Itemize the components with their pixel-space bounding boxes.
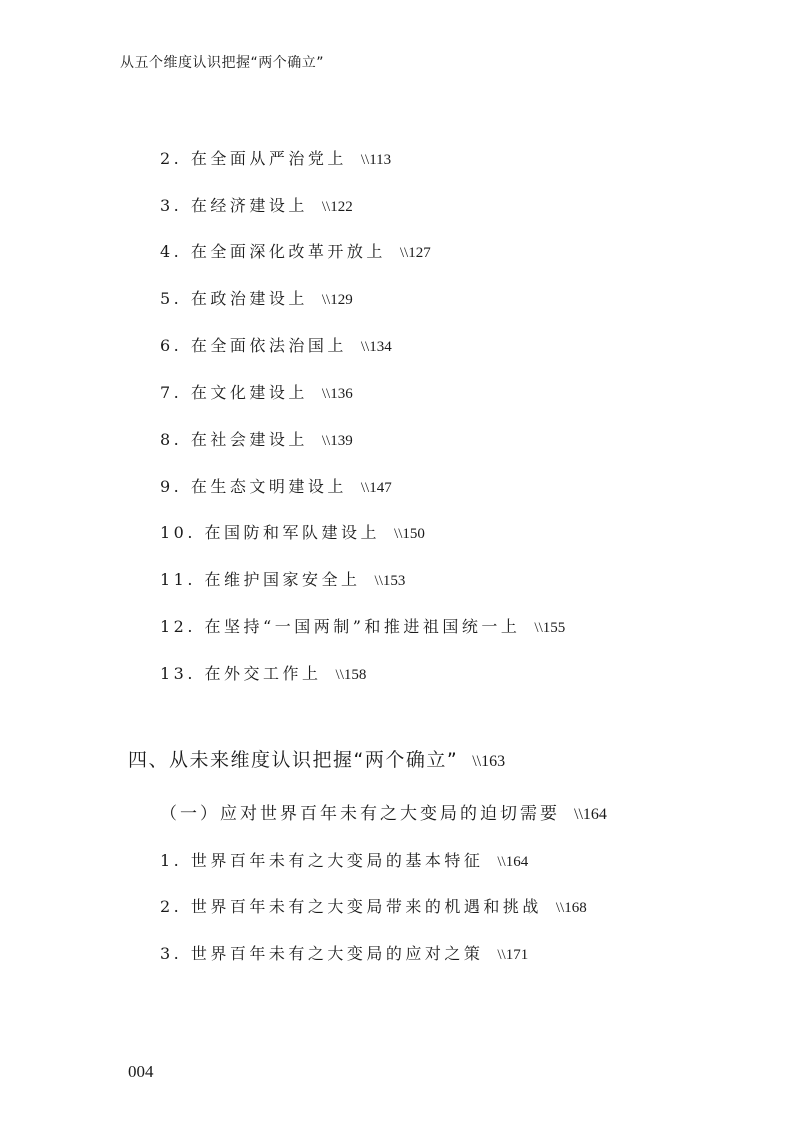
toc-entry-page: \\147 <box>360 480 392 496</box>
toc-entry-title: 2. 世界百年未有之大变局带来的机遇和挑战 <box>160 897 542 916</box>
toc-entry <box>160 894 587 917</box>
toc-entry-title: （一）应对世界百年未有之大变局的迫切需要 <box>160 804 560 824</box>
toc-entry-page: \\136 <box>321 386 353 402</box>
toc-entry <box>160 941 528 964</box>
toc-entry-title: 13. 在外交工作上 <box>160 664 322 683</box>
toc-entry-title: 3. 在经济建设上 <box>160 196 308 215</box>
toc-entry <box>160 333 392 356</box>
toc-entry <box>160 848 528 871</box>
toc-entry-page: \\127 <box>399 245 431 261</box>
toc-entry <box>160 661 366 684</box>
toc-entry <box>160 520 425 543</box>
toc-entry-page: \\158 <box>335 667 367 683</box>
toc-entry <box>160 427 353 450</box>
toc-entry-title: 5. 在政治建设上 <box>160 289 308 308</box>
toc-entry <box>160 380 353 403</box>
toc-entry <box>160 614 565 637</box>
toc-entry-page: \\129 <box>321 292 353 308</box>
toc-entry <box>160 239 431 262</box>
toc-entry-page: \\150 <box>394 526 425 542</box>
toc-entry-title: 1. 世界百年未有之大变局的基本特征 <box>160 851 484 870</box>
toc-entry-title: 3. 世界百年未有之大变局的应对之策 <box>160 944 484 963</box>
toc-entry <box>160 474 392 497</box>
running-head: 从五个维度认识把握“两个确立” <box>120 55 325 71</box>
toc-entry-page: \\134 <box>360 339 392 355</box>
toc-entry-title: 6. 在全面依法治国上 <box>160 336 347 355</box>
toc-entry <box>160 193 353 216</box>
toc-entry-title: 2. 在全面从严治党上 <box>160 149 347 168</box>
toc-entry <box>160 567 405 590</box>
toc-entry-page: \\163 <box>472 753 506 770</box>
toc-entry-title: 4. 在全面深化改革开放上 <box>160 242 386 261</box>
toc-entry-page: \\113 <box>360 152 392 168</box>
toc-entry-title: 8. 在社会建设上 <box>160 430 308 449</box>
toc-entry <box>160 146 391 169</box>
toc-entry-title: 四、从未来维度认识把握“两个确立” <box>128 749 459 771</box>
toc-entry-page: \\122 <box>321 199 353 215</box>
toc-entry-page: \\155 <box>534 620 566 636</box>
toc-entry-page: \\164 <box>574 806 607 823</box>
toc-entry-page: \\168 <box>555 900 587 916</box>
toc-entry-title: 10. 在国防和军队建设上 <box>160 523 381 542</box>
toc-section-heading <box>160 799 607 824</box>
toc-entry <box>160 286 353 309</box>
toc-entry-page: \\139 <box>321 433 353 449</box>
toc-entry-page: \\171 <box>497 947 529 963</box>
toc-chapter-heading <box>128 745 505 772</box>
toc-entry-title: 11. 在维护国家安全上 <box>160 570 361 589</box>
toc-entry-title: 9. 在生态文明建设上 <box>160 477 347 496</box>
toc-entry-title: 7. 在文化建设上 <box>160 383 308 402</box>
toc-entry-page: \\164 <box>497 854 529 870</box>
toc-entry-page: \\153 <box>374 573 406 589</box>
toc-entry-title: 12. 在坚持“一国两制”和推进祖国统一上 <box>160 617 521 636</box>
page-number: 004 <box>128 1062 154 1081</box>
